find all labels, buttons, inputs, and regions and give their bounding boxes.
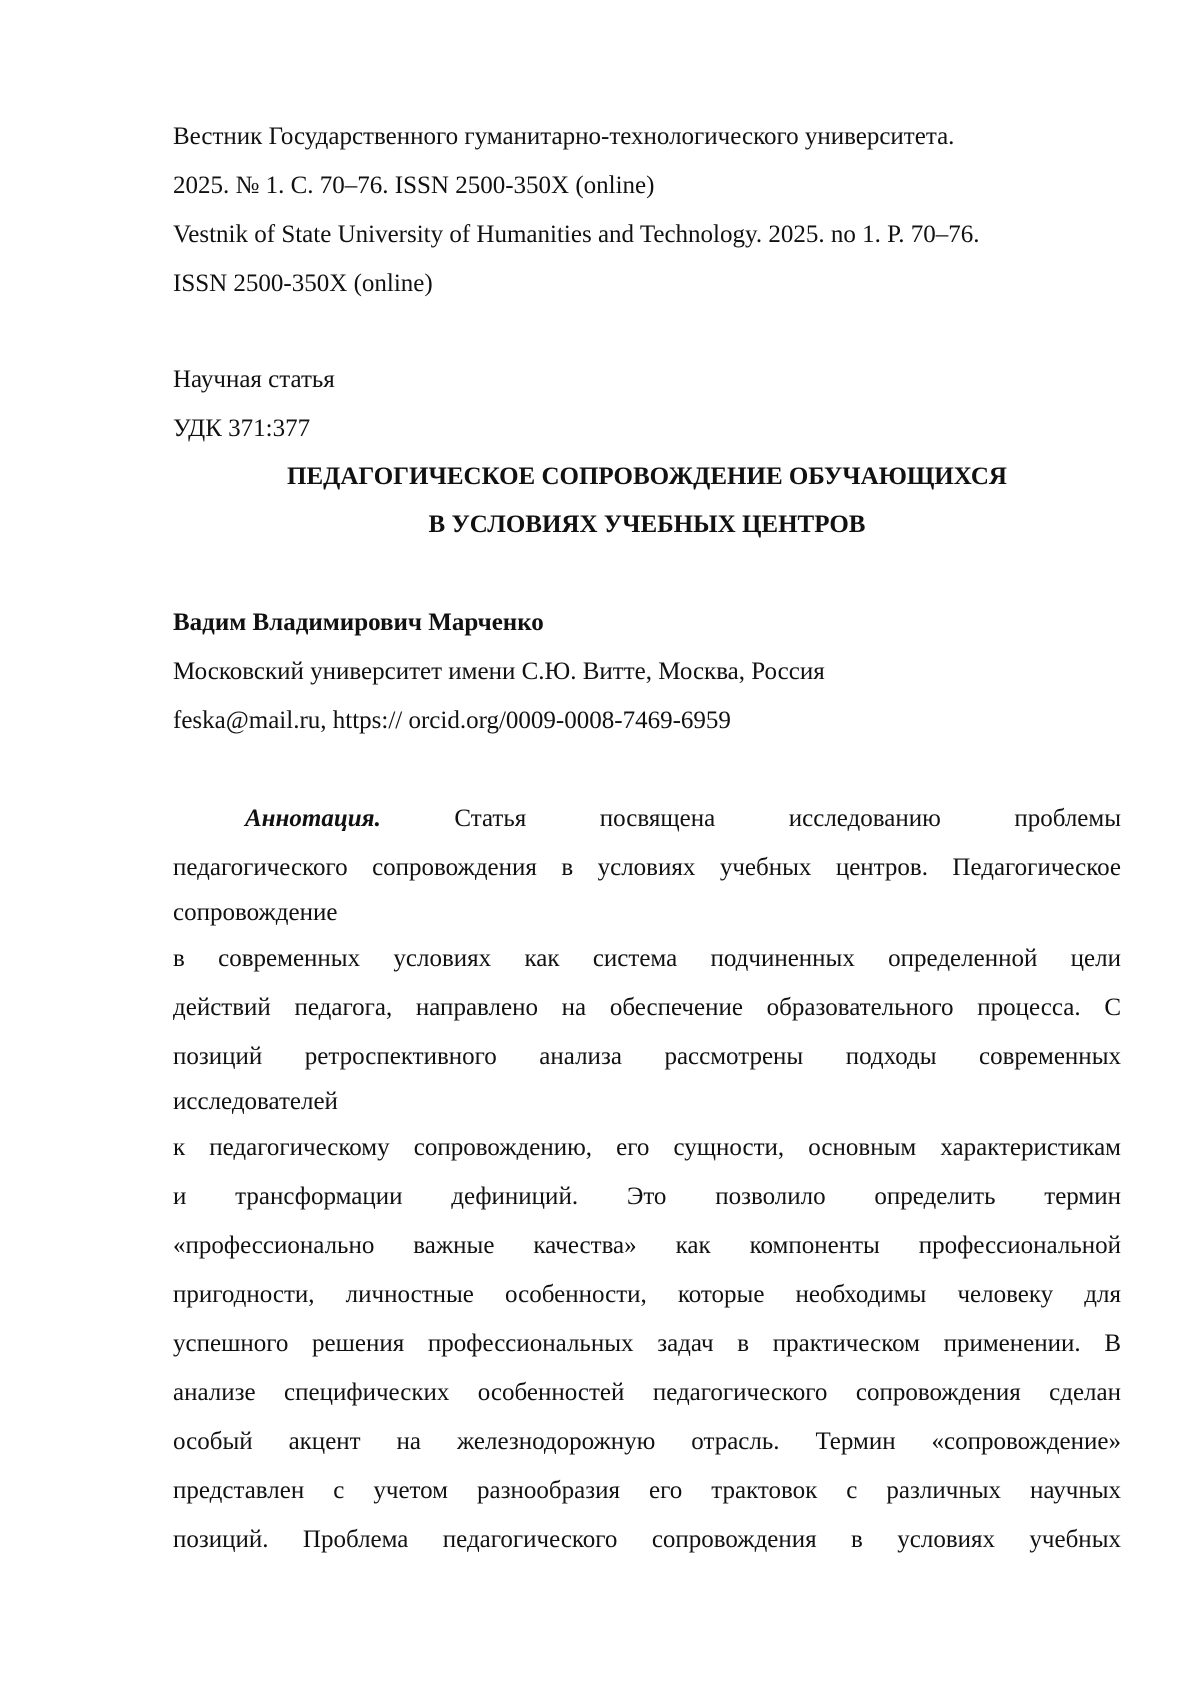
- journal-title-en: Vestnik of State University of Humanities and Technology. 2025. no 1. P. 70–76.: [173, 210, 1121, 259]
- abstract-line: позиций. Проблема педагогического сопровождения в условиях учебных: [173, 1515, 1121, 1564]
- title-line-2: В УСЛОВИЯХ УЧЕБНЫХ ЦЕНТРОВ: [173, 501, 1121, 549]
- abstract-line: сопровождение: [173, 892, 1121, 934]
- journal-issue-ru: 2025. № 1. С. 70–76. ISSN 2500-350X (online): [173, 161, 1121, 210]
- abstract-label: Аннотация.: [245, 805, 381, 832]
- abstract-line: анализе специфических особенностей педагогического сопровождения сделан: [173, 1368, 1121, 1417]
- journal-header: [173, 112, 1121, 308]
- abstract-first-line: [173, 794, 1121, 843]
- abstract-line: к педагогическому сопровождению, его сущности, основным характеристикам: [173, 1123, 1121, 1172]
- udk-code: УДК 371:377: [173, 404, 1121, 453]
- abstract-line: успешного решения профессиональных задач в практическом применении. В: [173, 1319, 1121, 1368]
- title-line-1: ПЕДАГОГИЧЕСКОЕ СОПРОВОЖДЕНИЕ ОБУЧАЮЩИХСЯ: [173, 453, 1121, 501]
- author-name: Вадим Владимирович Марченко: [173, 598, 1121, 647]
- abstract: [173, 794, 1121, 1564]
- author-block: [173, 598, 1121, 745]
- abstract-line: действий педагога, направлено на обеспечение образовательного процесса. С: [173, 983, 1121, 1032]
- abstract-line: представлен с учетом разнообразия его трактовок с различных научных: [173, 1466, 1121, 1515]
- article-meta: [173, 355, 1121, 453]
- abstract-first-line-text: Статья посвящена исследованию проблемы: [454, 805, 1121, 832]
- abstract-line: и трансформации дефиниций. Это позволило определить термин: [173, 1172, 1121, 1221]
- document-page: [0, 0, 1200, 1697]
- abstract-line: в современных условиях как система подчиненных определенной цели: [173, 934, 1121, 983]
- abstract-line: «профессионально важные качества» как компоненты профессиональной: [173, 1221, 1121, 1270]
- author-affiliation: Московский университет имени С.Ю. Витте, Москва, Россия: [173, 647, 1121, 696]
- article-type: Научная статья: [173, 355, 1121, 404]
- abstract-line: особый акцент на железнодорожную отрасль. Термин «сопровождение»: [173, 1417, 1121, 1466]
- abstract-line: пригодности, личностные особенности, которые необходимы человеку для: [173, 1270, 1121, 1319]
- abstract-line: позиций ретроспективного анализа рассмотрены подходы современных: [173, 1032, 1121, 1081]
- journal-title-ru: Вестник Государственного гуманитарно-технологического университета.: [173, 112, 1121, 161]
- author-contacts: feska@mail.ru, https:// orcid.org/0009-0008-7469-6959: [173, 696, 1121, 745]
- article-title: [173, 453, 1121, 549]
- abstract-line: исследователей: [173, 1081, 1121, 1123]
- journal-issn-en: ISSN 2500-350X (online): [173, 259, 1121, 308]
- abstract-line: педагогического сопровождения в условиях учебных центров. Педагогическое: [173, 843, 1121, 892]
